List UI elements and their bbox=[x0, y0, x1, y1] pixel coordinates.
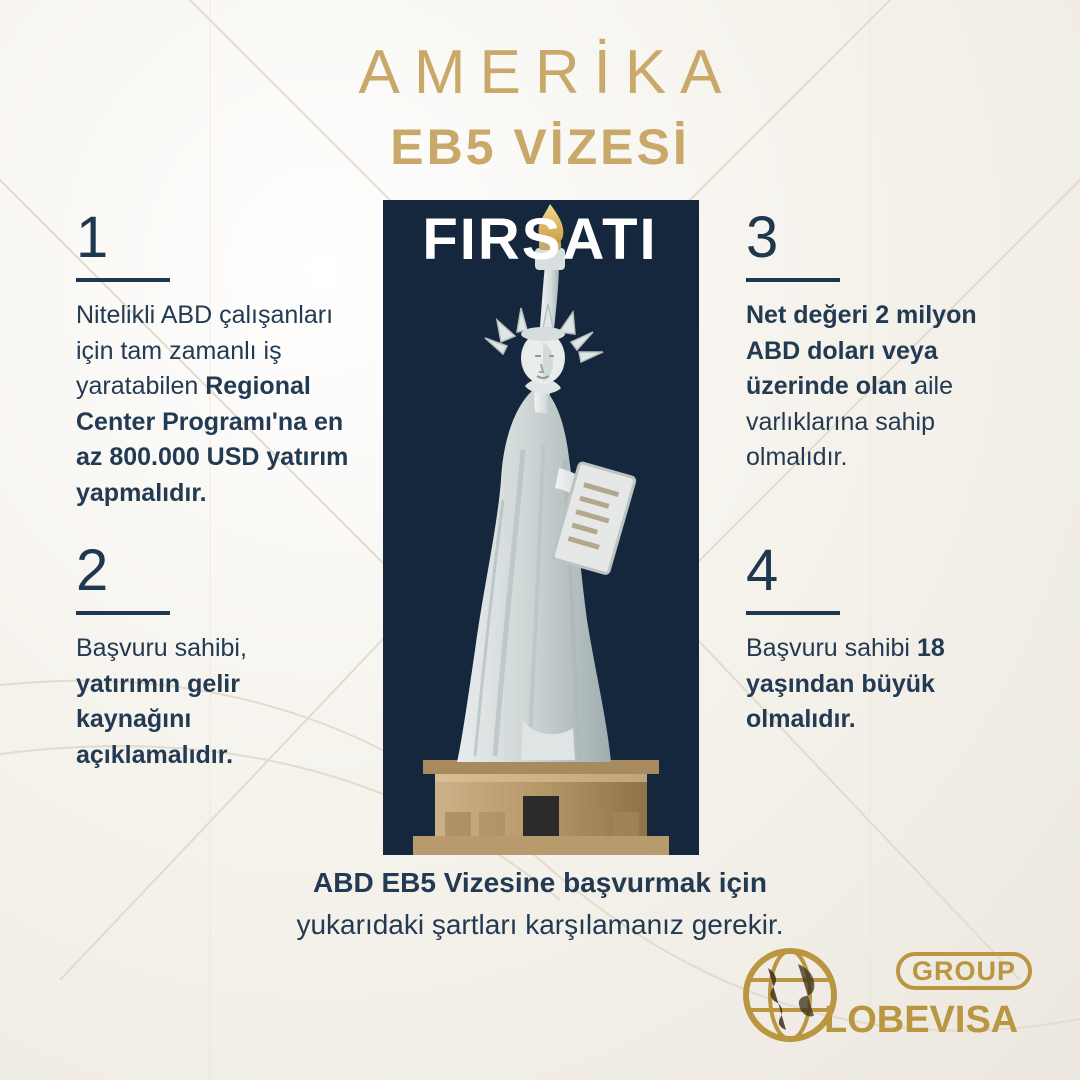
item-rule bbox=[76, 611, 170, 615]
item-text-part: aile varlıklarına sahip olmalıdır. bbox=[746, 372, 954, 472]
title-block bbox=[0, 38, 1080, 175]
item-text-part: Başvuru sahibi bbox=[746, 634, 917, 663]
list-item-2 bbox=[76, 538, 346, 773]
footer-line-2: yukarıdaki şartları karşılamanız gerekir. bbox=[296, 909, 784, 941]
globe-icon bbox=[746, 951, 834, 1039]
item-text-part-bold: yatırımın gelir kaynağını açıklamalıdır. bbox=[76, 669, 240, 769]
list-item-4 bbox=[746, 538, 1026, 738]
footer-line-1: ABD EB5 Vizesine başvurmak için bbox=[313, 867, 767, 898]
page-title: AMERİKA bbox=[358, 38, 736, 107]
page-subtitle: EB5 VİZESİ bbox=[390, 119, 690, 175]
item-text-part: Nitelikli ABD çalışanları için tam zamanlı iş yaratabilen bbox=[76, 301, 334, 401]
item-text bbox=[76, 298, 368, 511]
item-rule bbox=[746, 278, 840, 282]
item-text-part-bold: Regional Center Programı'na en az 800.000 USD yatırım yapmalıdır. bbox=[76, 372, 349, 507]
brand-logo bbox=[738, 940, 1038, 1052]
svg-text:LOBEVISA: LOBEVISA bbox=[824, 999, 1019, 1041]
item-number: 1 bbox=[76, 205, 109, 270]
item-number: 3 bbox=[746, 205, 779, 270]
item-text-part: Başvuru sahibi, bbox=[76, 634, 247, 663]
item-number: 2 bbox=[76, 538, 109, 603]
page-title-third: FIRSATI bbox=[422, 207, 658, 272]
statue-of-liberty-icon bbox=[383, 200, 699, 855]
item-text bbox=[746, 298, 1036, 476]
center-image-panel bbox=[383, 200, 699, 855]
item-text-part-bold: 18 yaşından büyük olmalıdır. bbox=[746, 634, 945, 734]
item-text bbox=[76, 631, 346, 773]
item-rule bbox=[76, 278, 170, 282]
item-text bbox=[746, 631, 1026, 738]
item-text-part-bold: Net değeri 2 milyon ABD doları veya üzerinde olan bbox=[746, 301, 977, 401]
item-number: 4 bbox=[746, 538, 779, 603]
footer-text bbox=[0, 865, 1080, 945]
svg-text:GROUP: GROUP bbox=[911, 956, 1017, 986]
item-rule bbox=[746, 611, 840, 615]
